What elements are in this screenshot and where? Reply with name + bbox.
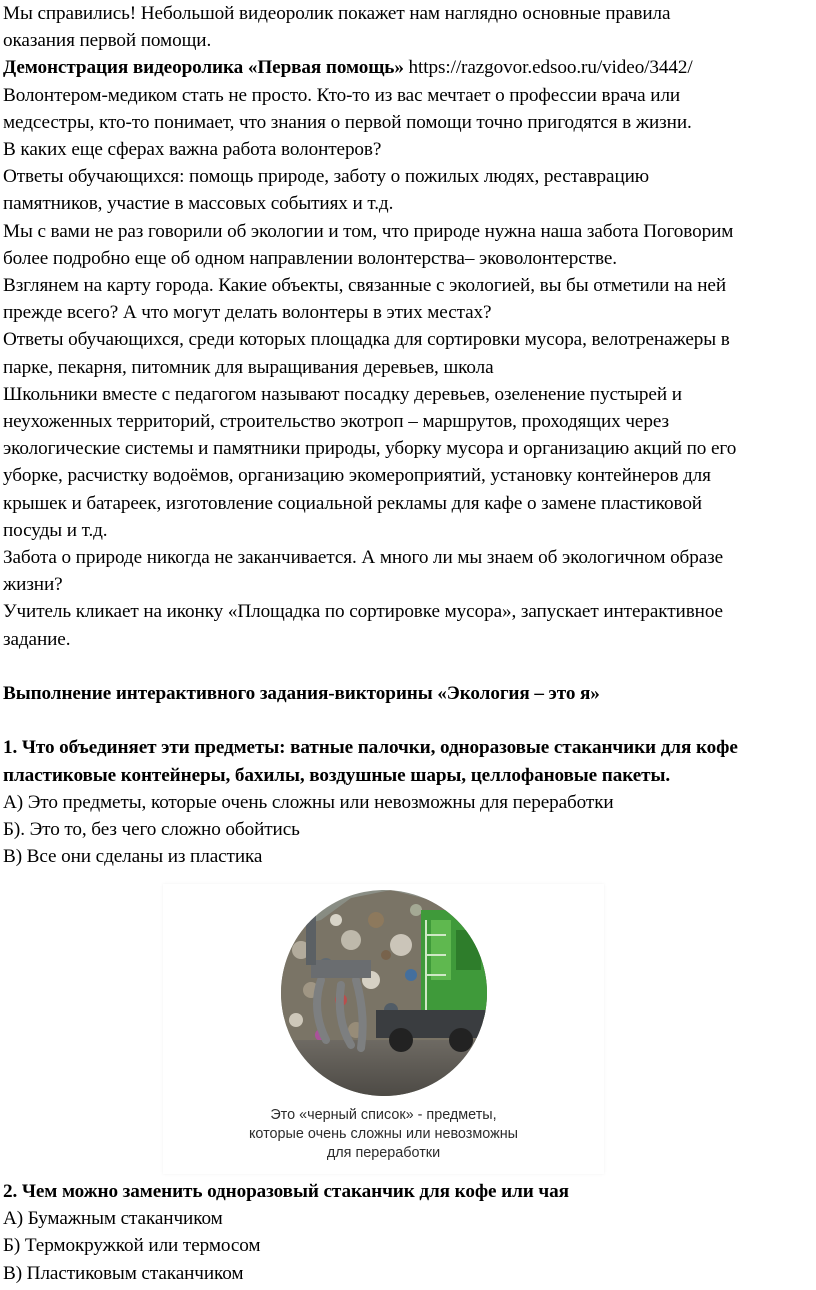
landfill-photo: [281, 890, 487, 1096]
question-2-option-b: Б) Термокружкой или термосом: [3, 1235, 261, 1257]
document-body: [3, 0, 815, 870]
paragraph-line: уборке, расчистку водоёмов, организацию экомероприятий, установку контейнеров для: [3, 465, 711, 487]
paragraph-line: более подробно еще об одном направлении волонтерства– эковолонтерстве.: [3, 247, 617, 269]
intro-line: оказания первой помощи.: [3, 30, 212, 52]
paragraph-line: Ответы обучающихся, среди которых площадка для сортировки мусора, велотренажеры в: [3, 329, 730, 351]
paragraph-line: прежде всего? А что могут делать волонтеры в этих местах?: [3, 302, 492, 324]
paragraph-line: памятников, участие в массовых событиях и т.д.: [3, 193, 394, 215]
paragraph-line: задание.: [3, 628, 71, 650]
paragraph-line: Волонтером-медиком стать не просто. Кто-то из вас мечтает о профессии врача или: [3, 84, 681, 106]
paragraph-line: Учитель кликает на иконку «Площадка по сортировке мусора», запускает интерактивное: [3, 601, 723, 623]
paragraph-line: Школьники вместе с педагогом называют посадку деревьев, озеленение пустырей и: [3, 383, 682, 405]
intro-line: Мы справились! Небольшой видеоролик покажет нам наглядно основные правила: [3, 3, 671, 24]
paragraph-line: экологические системы и памятники природы, уборку мусора и организацию акций по его: [3, 438, 737, 460]
caption-line: которые очень сложны или невозможны: [248, 1126, 519, 1142]
recycling-figure: [163, 884, 604, 1174]
blank-line: [3, 707, 815, 734]
paragraph-line: неухоженных территорий, строительство экотроп – маршрутов, проходящих через: [3, 411, 669, 433]
video-url: https://razgovor.edsoo.ru/video/3442/: [408, 57, 693, 79]
question-1-title: пластиковые контейнеры, бахилы, воздушные шары, целлофановые пакеты.: [3, 764, 671, 786]
paragraph-line: В каких еще сферах важна работа волонтеров?: [3, 139, 382, 161]
video-title: Демонстрация видеоролика «Первая помощь»: [3, 57, 404, 79]
question-1-title: 1. Что объединяет эти предметы: ватные палочки, одноразовые стаканчики для кофе: [3, 737, 738, 759]
question-2-option-c: В) Пластиковым стаканчиком: [3, 1262, 244, 1284]
paragraph-line: медсестры, кто-то понимает, что знания о первой помощи точно пригодятся в жизни.: [3, 111, 692, 133]
question-1-option-b: Б). Это то, без чего сложно обойтись: [3, 819, 300, 841]
question-2-block: [3, 1178, 815, 1287]
question-2-title: 2. Чем можно заменить одноразовый стаканчик для кофе или чая: [3, 1181, 569, 1202]
paragraph-line: жизни?: [3, 574, 63, 596]
question-1-option-a: А) Это предметы, которые очень сложны или невозможны для переработки: [3, 791, 614, 813]
question-2-option-a: А) Бумажным стаканчиком: [3, 1208, 223, 1230]
paragraph-line: Взглянем на карту города. Какие объекты, связанные с экологией, вы бы отметили на ней: [3, 275, 727, 297]
caption-line: Это «черный список» - предметы,: [270, 1107, 497, 1123]
quiz-heading: Выполнение интерактивного задания-викторины «Экология – это я»: [3, 683, 600, 705]
video-line: [3, 54, 815, 81]
paragraph-line: Забота о природе никогда не заканчивается. А много ли мы знаем об экологичном образе: [3, 547, 724, 569]
landfill-photo-image: [281, 890, 487, 1096]
paragraph-line: Ответы обучающихся: помощь природе, заботу о пожилых людях, реставрацию: [3, 166, 650, 188]
paragraph-line: Мы с вами не раз говорили об экологии и том, что природе нужна наша забота Поговорим: [3, 220, 734, 242]
paragraph-line: посуды и т.д.: [3, 519, 108, 541]
blank-line: [3, 653, 815, 680]
caption-line: для переработки: [326, 1145, 441, 1161]
question-1-option-c: В) Все они сделаны из пластика: [3, 846, 263, 868]
paragraph-line: крышек и батареек, изготовление социальной рекламы для кафе о замене пластиковой: [3, 492, 702, 514]
paragraph-line: парке, пекарня, питомник для выращивания деревьев, школа: [3, 356, 494, 378]
figure-caption: [163, 1106, 604, 1163]
